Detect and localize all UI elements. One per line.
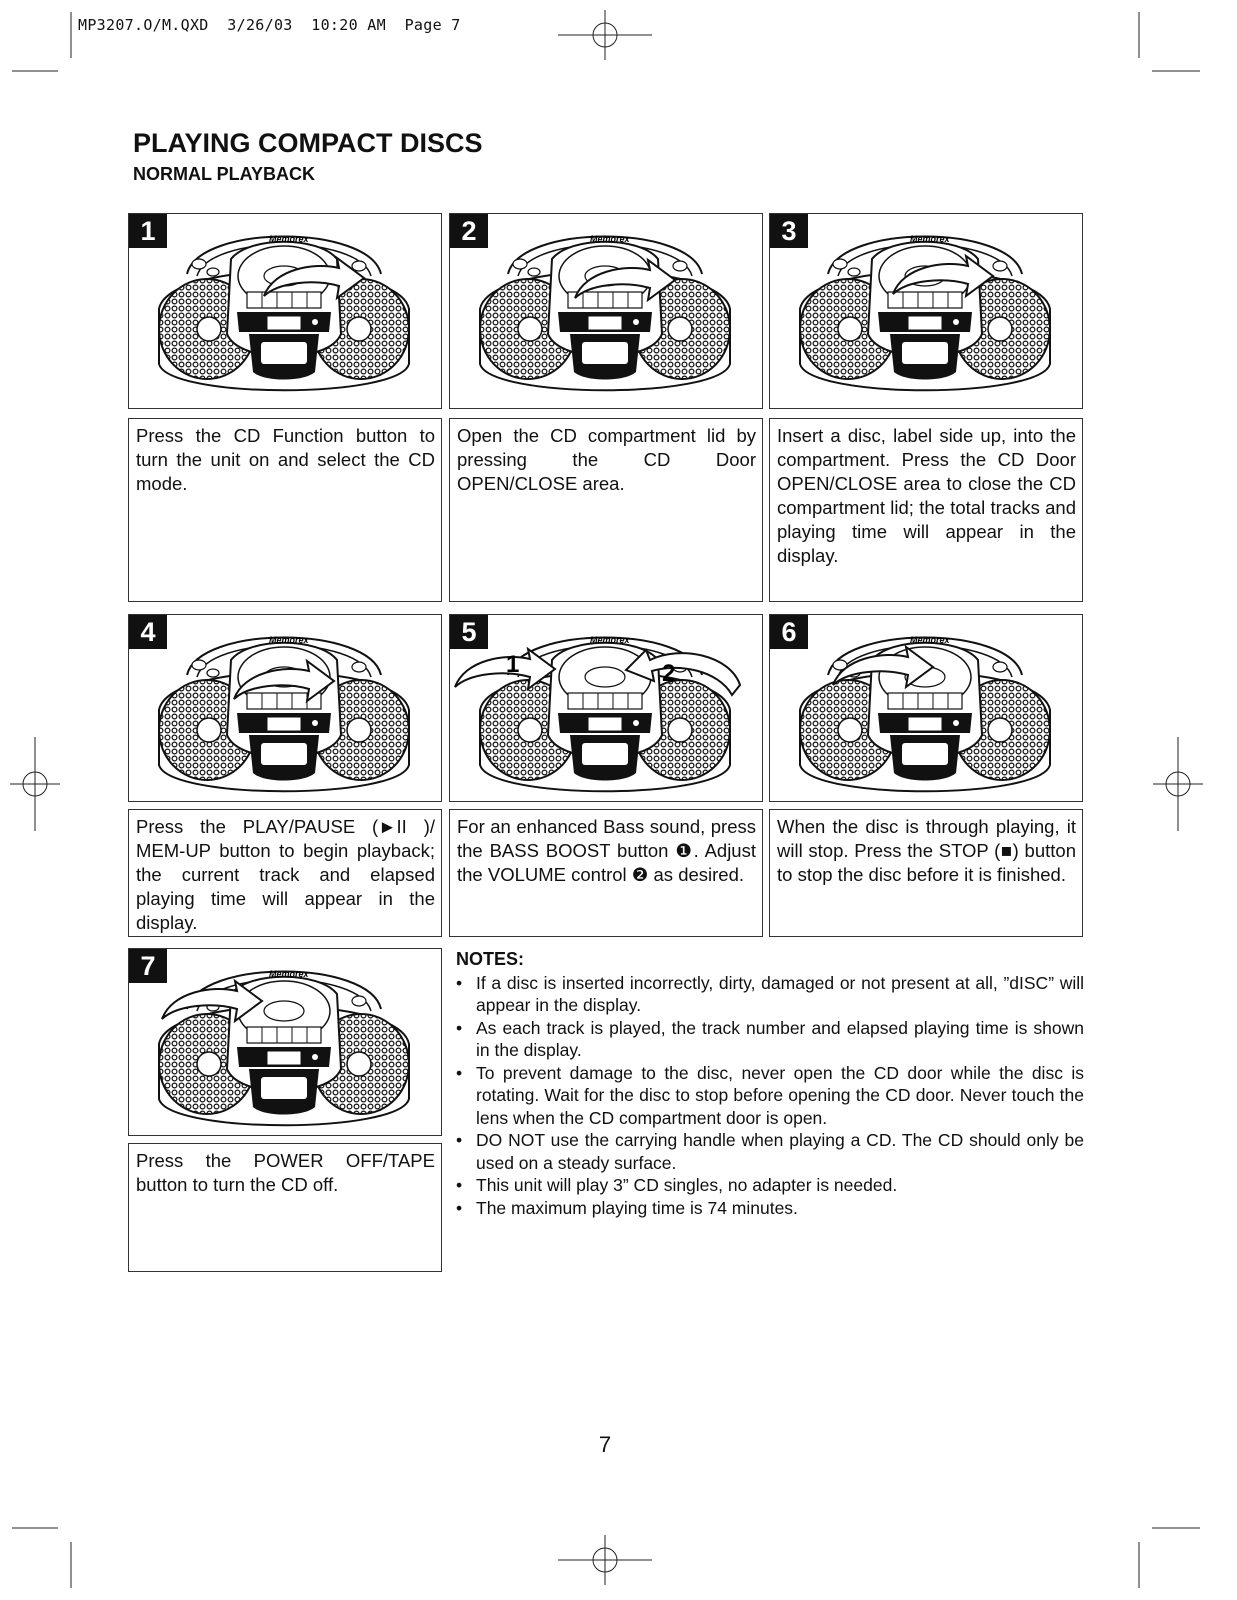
notes-list bbox=[456, 972, 1084, 1220]
page-number: 7 bbox=[598, 1432, 612, 1457]
note-item: • To prevent damage to the disc, never open the CD door while the disc is rotating. Wait for the disc to stop before opening the CD door. Never touch the lens when the CD compartment door is open. bbox=[456, 1062, 1084, 1130]
registration-mark-left bbox=[10, 737, 60, 831]
step-2-text: Open the CD compartment lid by pressing the CD Door OPEN/CLOSE area. bbox=[449, 418, 763, 602]
step-4-text: Press the PLAY/PAUSE (►II )/ MEM-UP button to begin playback; the current track and elapsed playing time will appear in the display. bbox=[128, 809, 442, 937]
brand-logo: Memorex bbox=[269, 969, 309, 979]
brand-logo: Memorex bbox=[590, 635, 630, 645]
step-5-text: For an enhanced Bass sound, press the BASS BOOST button ❶. Adjust the VOLUME control ❷ as desired. bbox=[449, 809, 763, 937]
boombox-illustration-2 bbox=[450, 214, 762, 408]
boombox-illustration-5 bbox=[450, 615, 762, 801]
boombox-illustration-7 bbox=[129, 949, 441, 1135]
step-4-number: 4 bbox=[129, 615, 167, 649]
notes-heading: NOTES: bbox=[456, 949, 525, 969]
boombox-illustration-1 bbox=[129, 214, 441, 408]
step-4-illustration-panel bbox=[128, 614, 442, 802]
page-title: PLAYING COMPACT DISCS bbox=[133, 128, 483, 158]
boombox-illustration-4 bbox=[129, 615, 441, 801]
step-6-text: When the disc is through playing, it will stop. Press the STOP (■) button to stop the disc before it is finished. bbox=[769, 809, 1083, 937]
step-2-illustration-panel bbox=[449, 213, 763, 409]
step-3-text: Insert a disc, label side up, into the compartment. Press the CD Door OPEN/CLOSE area to close the CD compartment lid; the total tracks and playing time will appear in the display. bbox=[769, 418, 1083, 602]
note-item: • As each track is played, the track number and elapsed playing time is shown in the display. bbox=[456, 1017, 1084, 1062]
step-1-number: 1 bbox=[129, 214, 167, 248]
step-3-illustration-panel bbox=[769, 213, 1083, 409]
step-2-number: 2 bbox=[450, 214, 488, 248]
callout-1: 1 bbox=[506, 651, 520, 678]
note-item: • This unit will play 3” CD singles, no adapter is needed. bbox=[456, 1174, 1084, 1197]
registration-mark-top bbox=[558, 10, 652, 60]
step-5-illustration-panel bbox=[449, 614, 763, 802]
brand-logo: Memorex bbox=[269, 635, 309, 645]
brand-logo: Memorex bbox=[910, 234, 950, 244]
brand-logo: Memorex bbox=[269, 234, 309, 244]
brand-logo: Memorex bbox=[590, 234, 630, 244]
step-5-number: 5 bbox=[450, 615, 488, 649]
boombox-illustration-6 bbox=[770, 615, 1082, 801]
page-subtitle: NORMAL PLAYBACK bbox=[133, 164, 316, 184]
step-1-illustration-panel bbox=[128, 213, 442, 409]
notes-section bbox=[456, 948, 1084, 1219]
note-item: • If a disc is inserted incorrectly, dirty, damaged or not present at all, ”dISC” will appear in the display. bbox=[456, 972, 1084, 1017]
boombox-illustration-3 bbox=[770, 214, 1082, 408]
note-item: • The maximum playing time is 74 minutes. bbox=[456, 1197, 1084, 1220]
step-6-number: 6 bbox=[770, 615, 808, 649]
note-item: • DO NOT use the carrying handle when playing a CD. The CD should only be used on a steady surface. bbox=[456, 1129, 1084, 1174]
step-6-illustration-panel bbox=[769, 614, 1083, 802]
step-7-illustration-panel bbox=[128, 948, 442, 1136]
print-slug: MP3207.O/M.QXD 3/26/03 10:20 AM Page 7 bbox=[78, 16, 461, 34]
registration-mark-bottom bbox=[558, 1535, 652, 1585]
registration-mark-right bbox=[1153, 737, 1203, 831]
callout-2: 2 bbox=[662, 660, 676, 687]
step-3-number: 3 bbox=[770, 214, 808, 248]
brand-logo: Memorex bbox=[910, 635, 950, 645]
step-7-number: 7 bbox=[129, 949, 167, 983]
step-1-text: Press the CD Function button to turn the unit on and select the CD mode. bbox=[128, 418, 442, 602]
step-7-text: Press the POWER OFF/TAPE button to turn the CD off. bbox=[128, 1143, 442, 1272]
